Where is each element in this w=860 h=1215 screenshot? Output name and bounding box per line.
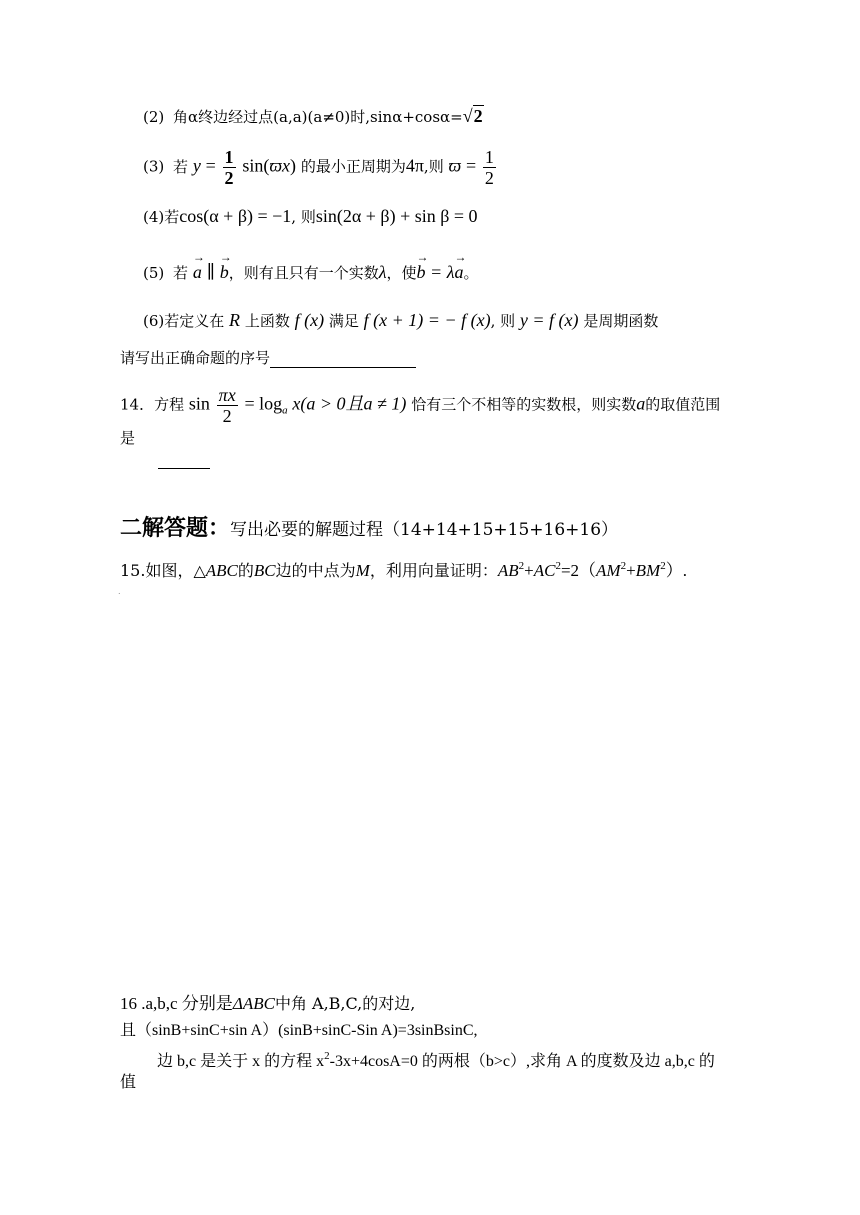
vector-b-2: → b (417, 262, 426, 282)
question-14: 14．方程 sin $\frac{\pi x}{2}$ = $\log_a x(a > 0$且a ≠ 1) 恰有三个不相等的实数根，则实数a的取值范围 (120, 385, 721, 426)
vector-b: → b (220, 262, 229, 282)
stray-mark: . (118, 587, 121, 596)
proposition-6-number: (6)若定义在 (143, 312, 225, 330)
proposition-2-number: (2) (143, 108, 165, 126)
proposition-4-number: (4)若 (143, 208, 180, 226)
sin-expression: sin(2α + β) + sin β = 0 (315, 206, 478, 226)
answer-blank[interactable] (270, 349, 416, 368)
answer-prompt-text: 请写出正确命题的序号 (120, 349, 271, 367)
question-14-number: 14．方程 (120, 395, 185, 414)
question-14-cont: 是 (120, 429, 136, 447)
question-15: 15.如图，△ABC的BC边的中点为M，利用向量证明：$AB^2+AC^2=2(AM^2+BM^2)$. (120, 560, 687, 580)
section-heading (120, 514, 618, 544)
proposition-3: (3) 若 y = $\frac{1}{2}$ sin(ϖx) 的最小正周期为4π,则 ϖ = $\frac{1}{2}$ (143, 147, 494, 188)
section-subtitle: 写出必要的解题过程（14+14+15+15+16+16） (230, 520, 619, 540)
question-14-blank[interactable] (158, 452, 210, 469)
cos-expression: cos(α + β) = −1 (179, 206, 292, 226)
proposition-2 (143, 106, 484, 127)
vector-a-2: → a (455, 262, 464, 282)
proposition-6: (6)若定义在 R 上函数 f (x) 满足 f (x + 1) = − f (x), 则 y = f (x) 是周期函数 (143, 310, 659, 330)
question-16-line-1: 16 .a,b,c 分别是ΔABC中角 A,B,C,的对边, (120, 994, 416, 1013)
question-16-line-3: 边 b,c 是关于 x 的方程 $x^2-3x+4\cos A=0$ 的两根（b>c）,求角 A 的度数及边 a,b,c 的 (157, 1050, 715, 1070)
proposition-4: (4)若cos(α + β) = −1, 则sin(2α + β) + sin β = 0 (143, 206, 478, 226)
proposition-3-number: (3) (143, 157, 165, 176)
question-16-line-2: 且（sinB+sinC+sin A）(sinB+sinC-Sin A)=3sinBsinC, (120, 1022, 478, 1039)
fraction-half: $\frac{1}{2}$ (224, 147, 234, 188)
proposition-2-text: 角α终边经过点(a,a)(a≠0)时,sinα+cosα= (173, 108, 463, 126)
section-title: 二解答题： (120, 515, 231, 541)
answer-prompt (120, 348, 416, 368)
proposition-5: (5) 若 → a ∥ → b，则有且只有一个实数λ，使→ b = λ→ a。 (143, 262, 479, 283)
vector-a: → a (193, 262, 202, 282)
question-16-line-4: 值 (120, 1072, 137, 1091)
proposition-5-number: (5) (143, 264, 165, 282)
proposition-3-text: 若 (173, 157, 189, 176)
fraction-half-result: $\frac{1}{2}$ (484, 147, 494, 188)
fraction-pix-over-2: $\frac{\pi x}{2}$ (218, 385, 236, 426)
sqrt-expression: √2 (462, 106, 483, 126)
